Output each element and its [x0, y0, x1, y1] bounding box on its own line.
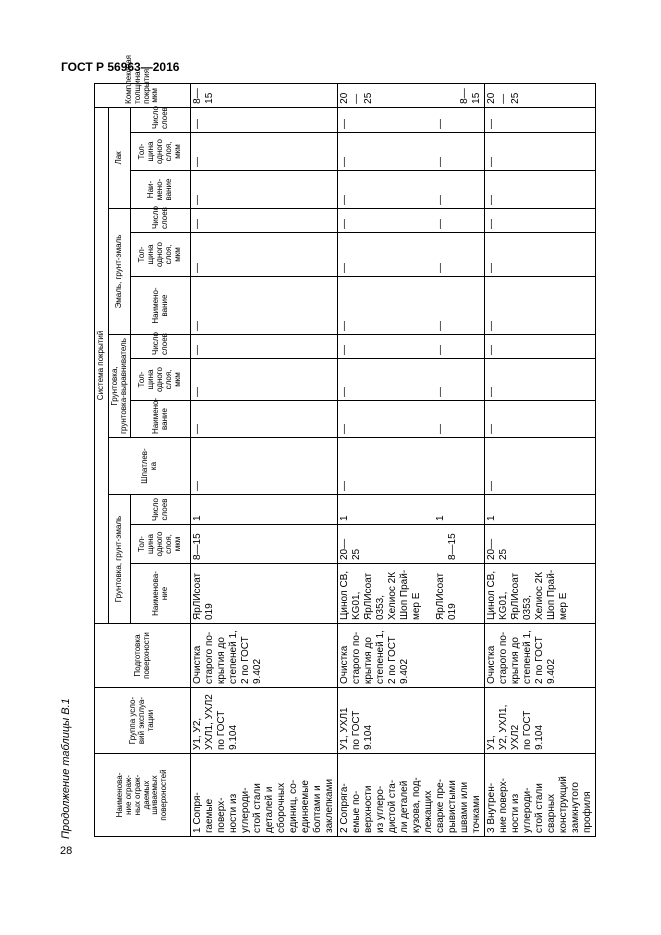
header-primer-leveler: Грунтовка, грунтовка-выравниватель	[109, 335, 131, 438]
header-lacquer-thickness: Тол- щина одного слоя, мкм	[131, 133, 191, 171]
header-total-thickness: Комплексная толщина покрытия, мкм	[95, 83, 191, 107]
cell-lacquer-layers: — —	[338, 107, 485, 132]
cell-enamel-layers: —	[485, 209, 596, 233]
cell-surface: 1 Сопря- гаемые поверх- ности из углероди- стой стали деталей и сборочных единиц, со- единяемые болтами и заклепками	[191, 754, 338, 837]
header-operation-group: Группа усло- вий эксплуа- тации	[95, 688, 191, 754]
header-enamel-layers: Число слоев	[131, 209, 191, 233]
cell-enamel-name: —	[191, 277, 338, 335]
cell-leveler-name: — —	[338, 401, 485, 438]
header-primer-layers: Число слоев	[131, 495, 191, 525]
header-lacquer-name: Наи- мено- вание	[131, 171, 191, 209]
header-enamel-thickness: Тол- щина одного слоя, мкм	[131, 233, 191, 277]
table-caption: Продолжение таблицы В.1	[60, 698, 72, 839]
cell-leveler-thickness: — —	[338, 359, 485, 401]
cell-leveler-layers: —	[485, 335, 596, 359]
header-lacquer: Лак	[109, 107, 131, 208]
header-primer-thickness: Тол- щина одного слоя, мкм	[131, 525, 191, 564]
header-lacquer-layers: Число слоев	[131, 107, 191, 132]
cell-prep: Очистка старого по- крытия до степеней 1, 2 по ГОСТ 9.402	[485, 624, 596, 688]
cell-enamel-thickness: —	[191, 233, 338, 277]
cell-enamel-thickness: — —	[338, 233, 485, 277]
header-primer-enamel: Грунтовка, грунт-эмаль	[109, 495, 131, 624]
cell-surface: 3 Внутрен- ние поверх- ности из углероди- стой стали сварных конструкций замкнутого профиля	[485, 754, 596, 837]
cell-putty: —	[338, 438, 485, 495]
cell-putty: —	[191, 438, 338, 495]
cell-lacquer-thickness: —	[191, 133, 338, 171]
cell-putty: —	[485, 438, 596, 495]
table-row	[485, 83, 596, 836]
cell-total: 8—15	[191, 83, 338, 107]
cell-leveler-thickness: —	[485, 359, 596, 401]
cell-group: У1, УХЛ1 по ГОСТ 9.104	[338, 688, 485, 754]
cell-prep: Очистка старого по- крытия до степеней 1, 2 по ГОСТ 9.402	[191, 624, 338, 688]
cell-group: У1, У2, УХЛ1, УХЛ2 по ГОСТ 9.104	[485, 688, 596, 754]
header-putty: Шпатлев- ка	[109, 438, 191, 495]
header-enamel: Эмаль, грунт-эмаль	[109, 209, 131, 335]
cell-enamel-layers: — —	[338, 209, 485, 233]
header-leveler-layers: Число слоев	[131, 335, 191, 359]
cell-lacquer-name: — —	[338, 171, 485, 209]
cell-surface: 2 Сопряга- емые по- верхности из углеро- дистой ста- ли деталей кузова, под- лежащих сварке пре- рывистыми швами или точками	[338, 754, 485, 837]
cell-primer-thickness: 20—25	[485, 525, 596, 564]
cell-primer-name: Цинол СВ, KG01, ЯрЛИсоат 0353, Хелиос 2К Шоп Прай- мер Е ЯрЛИсоат 019	[338, 564, 485, 624]
cell-lacquer-thickness: —	[485, 133, 596, 171]
cell-leveler-thickness: —	[191, 359, 338, 401]
cell-leveler-name: —	[485, 401, 596, 438]
table-row	[338, 83, 485, 836]
cell-total: 20—25	[485, 83, 596, 107]
table-row	[191, 83, 338, 836]
cell-primer-layers: 1 1	[338, 495, 485, 525]
cell-enamel-name: —	[485, 277, 596, 335]
cell-lacquer-name: —	[191, 171, 338, 209]
header-enamel-name: Наимено- вание	[131, 277, 191, 335]
cell-primer-thickness: 20—25 8—15	[338, 525, 485, 564]
cell-leveler-name: —	[191, 401, 338, 438]
cell-lacquer-thickness: — —	[338, 133, 485, 171]
cell-lacquer-layers: —	[191, 107, 338, 132]
cell-primer-name: ЯрЛИсоат 019	[191, 564, 338, 624]
cell-primer-layers: 1	[485, 495, 596, 525]
cell-prep: Очистка старого по- крытия до степеней 1, 2 по ГОСТ 9.402	[338, 624, 485, 688]
cell-leveler-layers: — —	[338, 335, 485, 359]
header-coating-system: Система покрытий	[95, 107, 109, 623]
cell-enamel-name: — —	[338, 277, 485, 335]
cell-primer-thickness: 8—15	[191, 525, 338, 564]
cell-leveler-layers: —	[191, 335, 338, 359]
cell-lacquer-name: —	[485, 171, 596, 209]
cell-enamel-layers: —	[191, 209, 338, 233]
header-leveler-name: Наимено- вание	[131, 401, 191, 438]
cell-group: У1, У2, УХЛ1, УХЛ2 по ГОСТ 9.104	[191, 688, 338, 754]
header-primer-name: Наименова- ние	[131, 564, 191, 624]
header-leveler-thickness: Тол- щина одного слоя, мкм	[131, 359, 191, 401]
page-number: 28	[60, 845, 73, 857]
cell-enamel-thickness: —	[485, 233, 596, 277]
cell-total: 20—25 8—15	[338, 83, 485, 107]
cell-primer-layers: 1	[191, 495, 338, 525]
cell-lacquer-layers: —	[485, 107, 596, 132]
header-surface-name: Наименова- ние ограж- ных ограж- даемых шиваемых поверхностей	[95, 754, 191, 837]
header-surface-prep: Подготовка поверхности	[95, 624, 191, 688]
cell-primer-name: Цинол СВ, KG01, ЯрЛИсоат 0353, Хелиос 2К Шоп Прай- мер Е	[485, 564, 596, 624]
document-header: ГОСТ Р 56963—2016	[61, 60, 180, 74]
